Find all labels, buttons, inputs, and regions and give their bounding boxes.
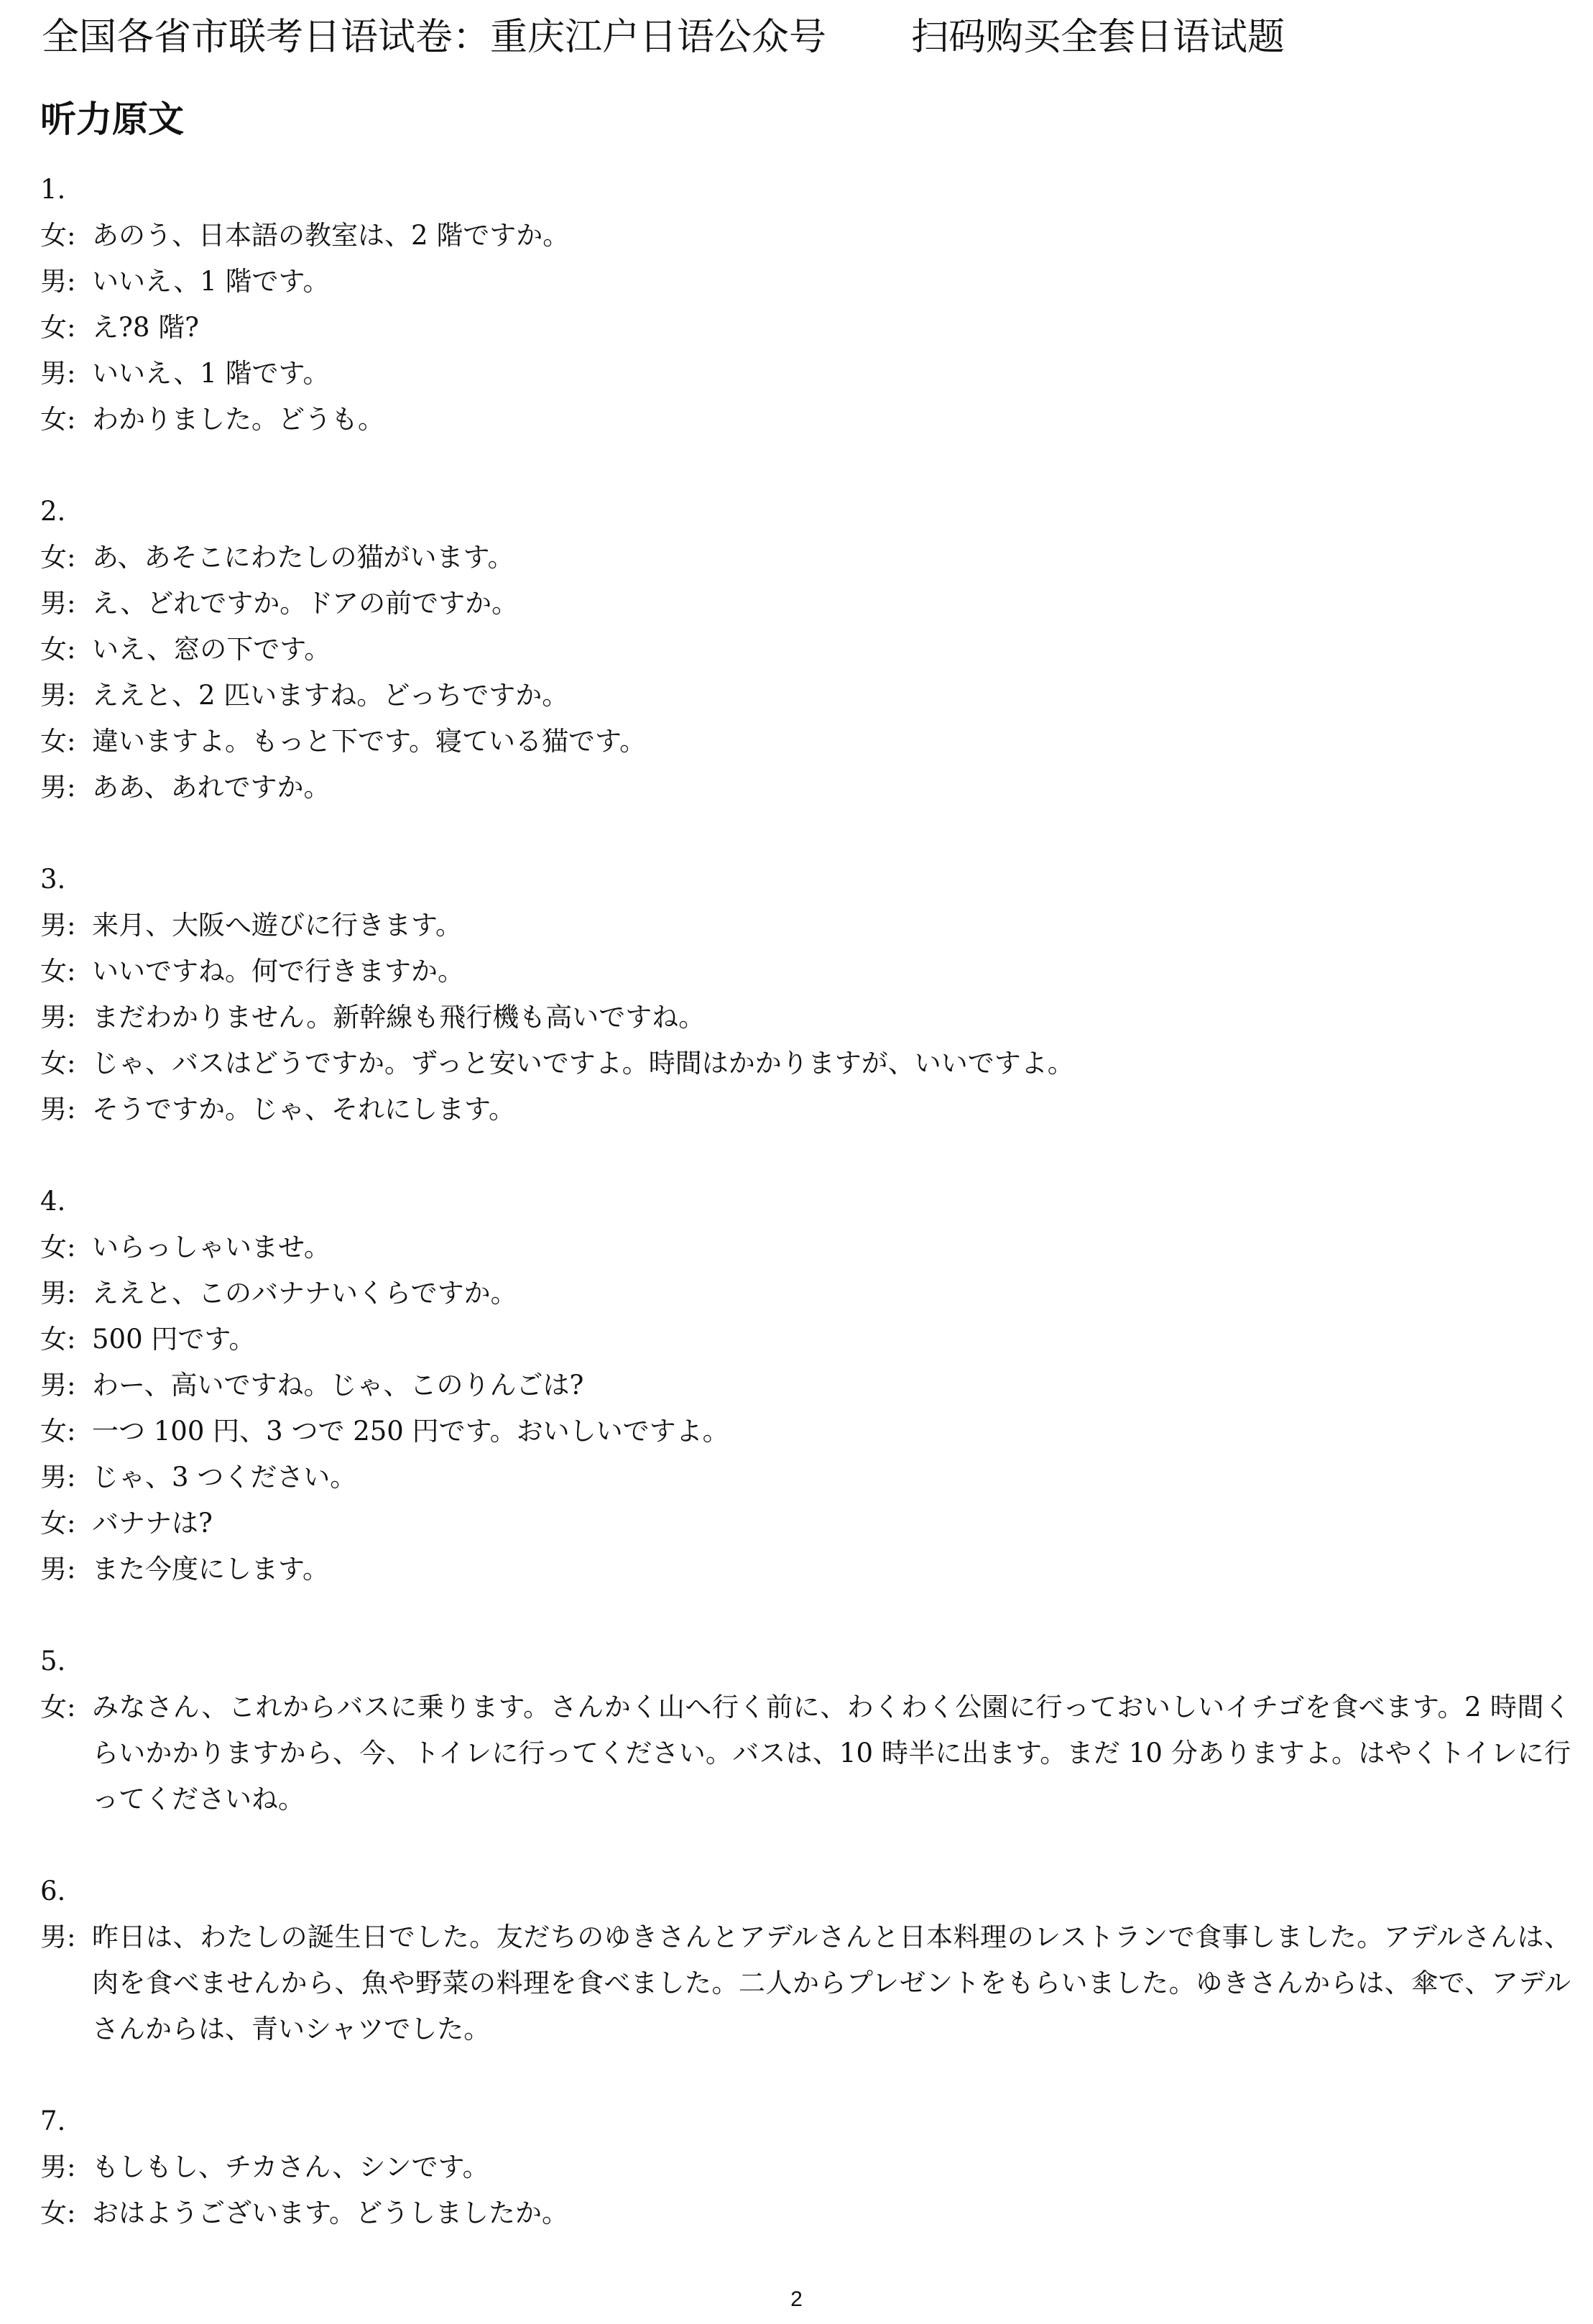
dialogue-line	[40, 673, 1571, 719]
dialogue-line	[40, 351, 1571, 397]
speaker-label: 男:	[40, 2152, 76, 2182]
question-number: 7.	[40, 2106, 66, 2136]
dialogue-line	[40, 903, 1571, 949]
dialogue-line	[40, 1546, 1571, 1592]
dialogue-line	[40, 1408, 1571, 1454]
speaker-label: 女:	[40, 1048, 76, 1079]
utterance-text: 一つ 100 円、3 つで 250 円です。おいしいですよ。	[92, 1416, 729, 1447]
utterance-text: バナナは?	[92, 1508, 213, 1539]
speaker-label: 女:	[40, 1508, 76, 1539]
speaker-label: 男:	[40, 772, 76, 803]
section-gap	[40, 1822, 1571, 1868]
section-gap	[40, 443, 1571, 489]
header-right-text: 扫码购买全套日语试题	[911, 16, 1285, 59]
utterance-text: じゃ、3 つください。	[92, 1462, 357, 1493]
dialogue-line	[40, 1914, 1571, 2052]
transcript-body	[40, 167, 1571, 2236]
dialogue-line	[40, 1271, 1571, 1317]
utterance-text: え、どれですか。ドアの前ですか。	[92, 588, 519, 619]
utterance-text: ええと、2 匹いますね。どっちですか。	[92, 680, 569, 711]
dialogue-line	[40, 1684, 1571, 1822]
dialogue-line	[40, 1362, 1571, 1408]
speaker-label: 男:	[40, 910, 76, 941]
page-title: 听力原文	[40, 98, 184, 140]
speaker-label: 女:	[40, 956, 76, 987]
dialogue-line	[40, 627, 1571, 673]
utterance-text: もしもし、チカさん、シンです。	[92, 2152, 489, 2182]
speaker-label: 女:	[40, 542, 76, 573]
speaker-label: 男:	[40, 680, 76, 711]
utterance-text: 違いますよ。もっと下です。寝ている猫です。	[92, 726, 647, 757]
speaker-label: 男:	[40, 588, 76, 619]
speaker-label: 女:	[40, 312, 76, 343]
speaker-label: 女:	[40, 1232, 76, 1263]
utterance-text: いいですね。何で行きますか。	[92, 956, 464, 987]
header-banner	[42, 10, 1565, 65]
speaker-label: 女:	[40, 726, 76, 757]
dialogue-line	[40, 1500, 1571, 1546]
speaker-label: 女:	[40, 220, 76, 251]
utterance-text: わー、高いですね。じゃ、このりんごは?	[92, 1370, 584, 1401]
question-number: 4.	[40, 1186, 66, 1217]
question-number: 5.	[40, 1646, 66, 1677]
speaker-label: 男:	[40, 1922, 76, 1952]
speaker-label: 男:	[40, 1278, 76, 1309]
dialogue-line	[40, 213, 1571, 259]
utterance-text: わかりました。どうも。	[92, 404, 384, 435]
utterance-text: 昨日は、わたしの誕生日でした。友だちのゆきさんとアデルさんと日本料理のレストランで食事しました。アデルさんは、肉を食べませんから、魚や野菜の料理を食べました。二人からプレゼントをもらいました。ゆきさんからは、傘で、アデルさんからは、青いシャツでした。	[92, 1922, 1571, 2044]
dialogue-line	[40, 995, 1571, 1041]
speaker-label: 男:	[40, 358, 76, 389]
utterance-text: いえ、窓の下です。	[92, 634, 331, 665]
section-gap	[40, 1592, 1571, 1638]
utterance-text: まだわかりません。新幹線も飛行機も高いですね。	[92, 1002, 706, 1033]
dialogue-line	[40, 1225, 1571, 1271]
section-gap	[40, 2052, 1571, 2098]
utterance-text: え?8 階?	[92, 312, 199, 343]
dialogue-line	[40, 2144, 1571, 2190]
section-gap	[40, 811, 1571, 857]
dialogue-section	[40, 1868, 1571, 2052]
speaker-label: 男:	[40, 1002, 76, 1033]
dialogue-line	[40, 397, 1571, 443]
utterance-text: いらっしゃいませ。	[92, 1232, 331, 1263]
dialogue-section	[40, 857, 1571, 1133]
utterance-text: じゃ、バスはどうですか。ずっと安いですよ。時間はかかりますが、いいですよ。	[92, 1048, 1074, 1079]
utterance-text: ええと、このバナナいくらですか。	[92, 1278, 517, 1309]
speaker-label: 女:	[40, 2198, 76, 2228]
dialogue-line	[40, 1317, 1571, 1362]
dialogue-line	[40, 719, 1571, 765]
question-number: 6.	[40, 1876, 66, 1906]
speaker-label: 女:	[40, 404, 76, 435]
dialogue-line	[40, 305, 1571, 351]
speaker-label: 男:	[40, 1554, 76, 1585]
dialogue-line	[40, 1041, 1571, 1087]
utterance-text: そうですか。じゃ、それにします。	[92, 1094, 516, 1125]
dialogue-section	[40, 167, 1571, 443]
speaker-label: 女:	[40, 1324, 76, 1355]
dialogue-line	[40, 535, 1571, 581]
utterance-text: おはようございます。どうしましたか。	[92, 2198, 569, 2228]
utterance-text: あのう、日本語の教室は、2 階ですか。	[92, 220, 570, 251]
section-gap	[40, 1133, 1571, 1179]
speaker-label: 男:	[40, 1370, 76, 1401]
dialogue-section	[40, 489, 1571, 811]
speaker-label: 男:	[40, 1094, 76, 1125]
dialogue-section	[40, 1179, 1571, 1592]
dialogue-section	[40, 2098, 1571, 2236]
dialogue-line	[40, 259, 1571, 305]
utterance-text: あ、あそこにわたしの猫がいます。	[92, 542, 514, 573]
utterance-text: また今度にします。	[92, 1554, 330, 1585]
utterance-text: 500 円です。	[92, 1324, 256, 1355]
utterance-text: いいえ、1 階です。	[92, 358, 330, 389]
speaker-label: 男:	[40, 1462, 76, 1493]
dialogue-section	[40, 1638, 1571, 1822]
dialogue-line	[40, 765, 1571, 811]
dialogue-line	[40, 949, 1571, 995]
utterance-text: 来月、大阪へ遊びに行きます。	[92, 910, 463, 941]
speaker-label: 女:	[40, 634, 76, 665]
question-number: 3.	[40, 864, 66, 895]
utterance-text: ああ、あれですか。	[92, 772, 331, 803]
dialogue-line	[40, 2190, 1571, 2236]
utterance-text: みなさん、これからバスに乗ります。さんかく山へ行く前に、わくわく公園に行っておいしいイチゴを食べます。2 時間くらいかかりますから、今、トイレに行ってください。バスは、10 時半に出ます。まだ 10 分ありますよ。はやくトイレに行ってくださいね。	[92, 1692, 1571, 1815]
utterance-text: いいえ、1 階です。	[92, 266, 330, 297]
speaker-label: 男:	[40, 266, 76, 297]
dialogue-line	[40, 1087, 1571, 1133]
speaker-label: 女:	[40, 1416, 76, 1447]
question-number: 1.	[40, 174, 66, 205]
dialogue-line	[40, 1454, 1571, 1500]
speaker-label: 女:	[40, 1692, 76, 1723]
question-number: 2.	[40, 496, 66, 527]
header-left-text: 全国各省市联考日语试卷：重庆江户日语公众号	[42, 16, 827, 59]
page-number: 2	[790, 2287, 803, 2311]
dialogue-line	[40, 581, 1571, 627]
